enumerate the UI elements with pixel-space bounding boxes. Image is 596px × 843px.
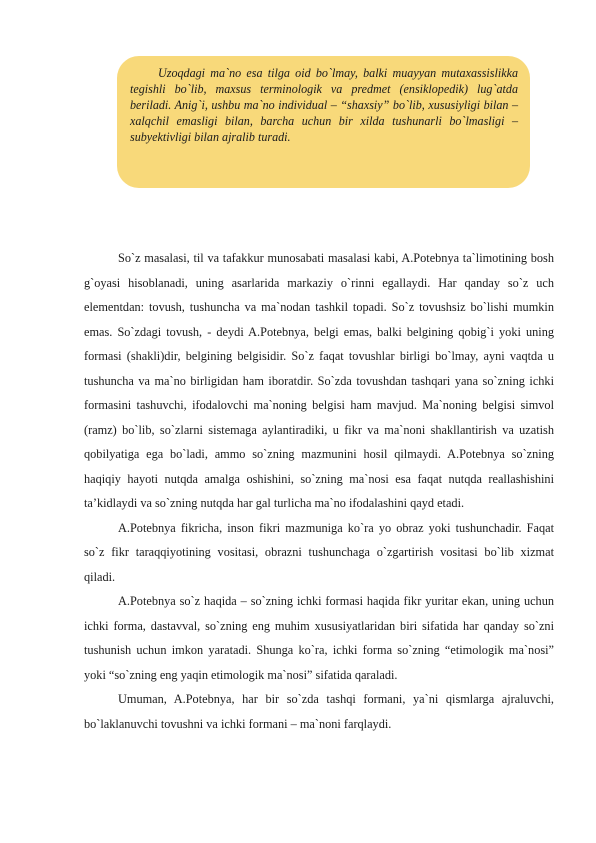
paragraph-outer-inner-form: Umuman, A.Potebnya, har bir so`zda tashqi formani, ya`ni qismlarga ajraluvchi, bo`laklanuvchi tovushni va ichki formani – ma`noni farqlaydi.	[84, 692, 554, 731]
paragraph-thought-content: A.Potebnya fikricha, inson fikri mazmuniga ko`ra yo obraz yoki tushunchadir. Faqat so`z fikr taraqqiyotining vositasi, obrazni tushunchaga o`zgartirish vositasi bo`lib xizmat qiladi.	[84, 520, 554, 584]
main-text	[84, 246, 554, 736]
paragraph-inner-form: A.Potebnya so`z haqida – so`zning ichki formasi haqida fikr yuritar ekan, uning uchun ichki forma, dastavval, so`zning eng muhim xususiyatlaridan biri sifatida har qanday so`zni tushunish uchun imkon yaratadi. Shunga ko`ra, ichki forma so`zning “etimologik ma`nosi” yoki “so`zning eng yaqin etimologik ma`nosi” sifatida qaraladi.	[84, 594, 554, 682]
paragraph-word-theory: So`z masalasi, til va tafakkur munosabati masalasi kabi, A.Potebnya ta`limotining bosh g`oyasi hisoblanadi, uning asarlarida markaziy o`rinni egallaydi. Har qanday so`z uch elementdan: tovush, tushuncha va ma`nodan tashkil topadi. So`z tovushsiz bo`lishi mumkin emas. So`zdagi tovush, - deydi A.Potebnya, belgi emas, balki belgining qobig`i yoki uning formasi (shakli)dir, belgining belgisidir. So`z faqat tovushlar birligi bo`lmay, ayni vaqtda u tushuncha va ma`no birligidan ham iboratdir. So`zda tovushdan tashqari yana so`zning ichki formasini tashuvchi, ifodalovchi ma`noning belgisi ham mavjud. Ma`noning belgisi simvol (ramz) bo`lib, so`zlarni sistemaga aylantiradiki, u fikr va ma`noni shakllantirish va uzatish qobilyatiga ega bo`ladi, ammo so`zning mazmunini hosil qilmaydi. A.Potebnya so`zning haqiqiy hayoti nutqda amalga oshishini, so`zning ma`nosi esa faqat nutqda reallashishini ta’kidlaydi va so`zning nutqda har gal turlicha ma`no ifodalashini qayd etadi.	[84, 251, 554, 510]
callout-text: Uzoqdagi ma`no esa tilga oid bo`lmay, balki muayyan mutaxassislikka tegishli bo`lib, maxsus terminologik va predmet (ensiklopedik) lug`atda beriladi. Anig`i, ushbu ma`no individual – “shaxsiy” bo`lib, xususiyligi bilan – xalqchil emasligi bilan, barcha uchun bir xilda tushunarli bo`lmasligi – subyektivligi bilan ajralib turadi.	[130, 66, 518, 144]
definition-callout	[117, 56, 530, 188]
